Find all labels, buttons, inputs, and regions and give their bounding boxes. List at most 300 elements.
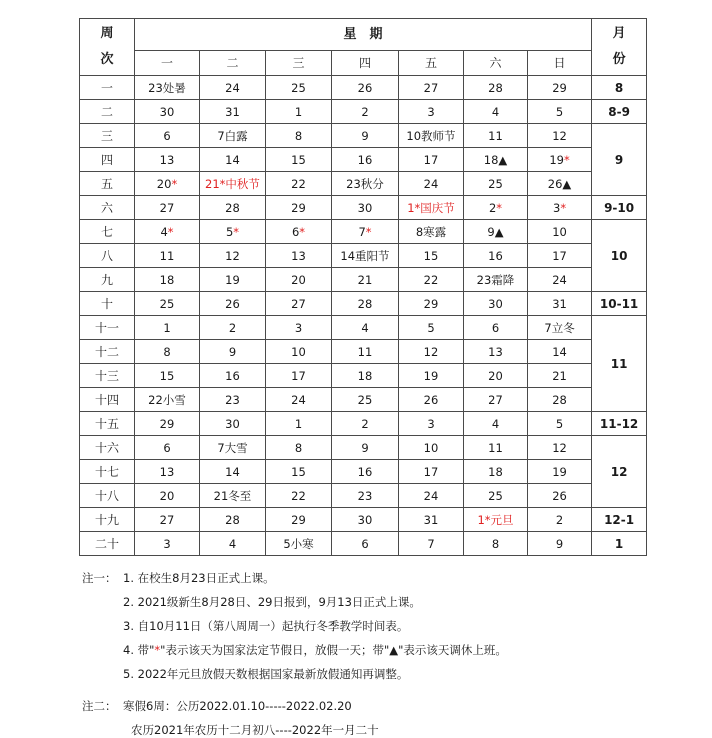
date-text: 18 [488,464,503,479]
date-text: 5 [427,320,435,335]
date-cell [464,364,528,388]
date-text: 7白露 [217,128,248,143]
date-text: 8寒露 [415,224,447,239]
week-number: 二十 [80,532,135,556]
date-text: 29 [552,80,567,95]
month-label: 11-12 [592,412,647,436]
date-cell [135,484,200,508]
date-text: 30 [225,416,240,431]
date-text: 12 [552,128,567,143]
week-row [80,340,647,364]
holiday-marker: * [563,152,570,167]
date-cell [528,172,592,196]
date-text: 14 [225,152,240,167]
date-text: 11 [488,440,503,455]
date-text: 24 [423,488,439,503]
date-cell [464,412,528,436]
date-cell [135,196,200,220]
week-number: 十八 [80,484,135,508]
day-header-thu: 四 [332,51,399,76]
date-cell [135,268,200,292]
date-cell [332,124,399,148]
week-row [80,172,647,196]
date-cell [399,340,464,364]
date-cell [200,220,266,244]
date-cell [266,508,332,532]
date-cell [200,484,266,508]
date-cell [332,532,399,556]
date-cell [200,172,266,196]
date-cell [528,244,592,268]
date-text: 9 [361,440,369,455]
date-text: 30 [357,512,373,527]
date-text: 18▲ [483,152,508,167]
date-cell [464,148,528,172]
date-text: 14 [552,344,567,359]
date-text: 22 [423,272,439,287]
date-cell [266,172,332,196]
date-text: 9 [228,344,237,359]
day-header-fri: 五 [399,51,464,76]
date-cell [200,148,266,172]
date-text: 1 [163,320,171,335]
date-text: 4 [228,536,237,551]
date-text: 6 [491,320,500,335]
holiday-marker: * [171,176,178,191]
date-cell [200,340,266,364]
date-text: 4 [491,416,500,431]
note1-item-3: 3. 自10月11日（第八周周一）起执行冬季教学时间表。 [123,619,409,633]
date-text: 11 [488,128,503,143]
date-text: 13 [488,344,503,359]
date-cell [399,364,464,388]
date-cell [332,508,399,532]
month-label: 9 [592,124,647,196]
date-cell [266,388,332,412]
date-cell [266,364,332,388]
date-cell [399,388,464,412]
date-cell [135,364,200,388]
date-cell [528,196,592,220]
date-text: 26▲ [547,176,572,191]
date-text: 20 [159,488,175,503]
date-cell [266,124,332,148]
date-text: 31 [552,296,567,311]
month-label: 1 [592,532,647,556]
date-text: 2 [488,200,497,215]
date-cell [266,268,332,292]
week-row [80,268,647,292]
date-text: 15 [291,152,306,167]
date-text: 25 [488,488,503,503]
date-cell [399,172,464,196]
date-text: 2 [228,320,237,335]
week-row [80,460,647,484]
date-cell [266,436,332,460]
month-label: 9-10 [592,196,647,220]
date-cell [399,292,464,316]
date-text: 4 [491,104,500,119]
week-header-char-2: 次 [100,52,114,67]
date-text: 26 [225,296,240,311]
date-text: 4 [160,224,168,239]
note1-item-1: 1. 在校生8月23日正式上课。 [123,571,275,585]
date-text: 20 [156,176,172,191]
date-text: 21冬至 [213,488,252,503]
date-text: 29 [423,296,439,311]
date-cell [399,124,464,148]
month-label: 8-9 [592,100,647,124]
date-cell [464,124,528,148]
week-number: 十六 [80,436,135,460]
date-cell [528,316,592,340]
date-cell [266,148,332,172]
date-cell [399,100,464,124]
week-row [80,100,647,124]
date-cell [266,340,332,364]
date-cell [332,148,399,172]
date-cell [399,532,464,556]
day-header-mon: 一 [135,51,200,76]
date-text: 26 [552,488,567,503]
date-cell [464,532,528,556]
date-cell [464,508,528,532]
note2-line-2: 农历2021年农历十二月初八----2022年一月二十 [131,723,379,737]
holiday-marker: * [167,224,174,239]
date-cell [135,220,200,244]
week-number: 三 [80,124,135,148]
week-row [80,196,647,220]
date-text: 8 [294,440,303,455]
date-cell [528,340,592,364]
date-text: 6 [291,224,300,239]
date-text: 7 [427,536,435,551]
week-row [80,292,647,316]
date-text: 15 [159,368,175,383]
month-label: 10-11 [592,292,647,316]
month-header-char-1: 月 [612,26,626,41]
date-text: 17 [423,464,439,479]
week-number: 十四 [80,388,135,412]
date-text: 23霜降 [476,272,515,287]
date-cell [332,460,399,484]
date-cell [399,148,464,172]
date-text: 28 [225,512,240,527]
date-text: 8 [491,536,500,551]
date-text: 19 [552,464,567,479]
date-text: 7立冬 [544,320,575,335]
week-row [80,148,647,172]
week-row [80,484,647,508]
date-cell [266,460,332,484]
date-text: 16 [488,248,503,263]
month-label: 10 [592,220,647,292]
date-cell [135,148,200,172]
date-cell [200,124,266,148]
date-text: 28 [225,200,240,215]
week-number: 九 [80,268,135,292]
date-text: 6 [163,440,171,455]
date-text: 28 [357,296,373,311]
date-text: 21*中秋节 [205,176,260,191]
date-text: 19 [549,152,564,167]
date-cell [528,148,592,172]
date-text: 24 [225,80,240,95]
date-cell [464,484,528,508]
date-text: 22 [291,488,306,503]
holiday-marker: * [299,224,306,239]
week-row [80,436,647,460]
date-text: 23 [357,488,373,503]
date-text: 15 [423,248,439,263]
date-text: 25 [159,296,175,311]
week-number: 十五 [80,412,135,436]
date-cell [135,436,200,460]
date-text: 12 [423,344,439,359]
date-cell [135,340,200,364]
date-cell [399,508,464,532]
date-text: 9▲ [487,224,504,239]
date-cell [332,412,399,436]
date-text: 24 [552,272,567,287]
date-text: 27 [159,200,175,215]
date-cell [464,388,528,412]
date-text: 3 [553,200,561,215]
date-text: 28 [552,392,567,407]
date-text: 30 [488,296,503,311]
date-cell [135,124,200,148]
date-text: 25 [488,176,503,191]
week-row [80,124,647,148]
week-row [80,76,647,100]
date-cell [135,100,200,124]
date-cell [399,316,464,340]
date-cell [135,460,200,484]
week-number: 一 [80,76,135,100]
date-cell [528,292,592,316]
date-text: 4 [361,320,369,335]
date-cell [332,244,399,268]
date-cell [399,412,464,436]
date-text: 23处暑 [148,80,186,95]
date-text: 31 [225,104,240,119]
date-cell [332,484,399,508]
date-text: 10 [552,224,567,239]
note2-label: 注二： [82,699,117,713]
date-text: 28 [488,80,503,95]
date-text: 7大雪 [217,440,248,455]
week-row [80,412,647,436]
date-cell [200,196,266,220]
date-cell [135,172,200,196]
date-text: 3 [427,104,435,119]
note1-item-5: 5. 2022年元旦放假天数根据国家最新放假通知再调整。 [123,667,409,681]
date-text: 11 [159,248,175,263]
date-text: 1*元旦 [477,512,514,527]
date-text: 13 [291,248,306,263]
date-cell [200,244,266,268]
date-cell [266,244,332,268]
date-cell [399,244,464,268]
date-text: 29 [159,416,175,431]
date-text: 3 [163,536,171,551]
date-text: 5 [555,104,564,119]
date-cell [266,292,332,316]
date-text: 23 [225,392,240,407]
date-text: 31 [423,512,439,527]
date-cell [332,340,399,364]
date-cell [266,532,332,556]
date-cell [266,220,332,244]
date-cell [200,460,266,484]
date-cell [332,292,399,316]
note1-item-4 [123,643,507,657]
date-text: 7 [358,224,366,239]
date-cell [464,460,528,484]
note1-item-4-part-b: "表示该天为国家法定节假日，放假一天；带"▲"表示该天调休上班。 [160,643,507,657]
date-cell [266,76,332,100]
date-text: 8 [294,128,303,143]
date-text: 1 [294,104,303,119]
date-text: 5小寒 [283,536,314,551]
date-text: 30 [159,104,175,119]
date-cell [135,388,200,412]
date-cell [528,388,592,412]
date-text: 26 [357,80,373,95]
week-number: 十九 [80,508,135,532]
day-header-wed: 三 [266,51,332,76]
date-cell [464,268,528,292]
date-cell [200,364,266,388]
week-number: 五 [80,172,135,196]
date-cell [200,100,266,124]
note1-item-2: 2. 2021级新生8月28日、29日报到，9月13日正式上课。 [123,595,421,609]
date-text: 16 [225,368,240,383]
date-text: 17 [423,152,439,167]
day-header-sat: 六 [464,51,528,76]
date-text: 13 [159,464,175,479]
week-number: 十一 [80,316,135,340]
week-number: 十三 [80,364,135,388]
date-text: 22小雪 [148,392,186,407]
week-header-char-1: 周 [100,26,114,41]
date-text: 18 [357,368,373,383]
date-cell [266,100,332,124]
date-cell [135,532,200,556]
week-row [80,220,647,244]
date-text: 22 [291,176,306,191]
date-text: 12 [552,440,567,455]
date-cell [135,76,200,100]
date-cell [332,436,399,460]
date-text: 3 [427,416,435,431]
date-cell [135,508,200,532]
date-text: 1*国庆节 [407,200,455,215]
date-text: 25 [357,392,373,407]
month-header-char-2: 份 [612,52,626,67]
date-text: 16 [357,152,373,167]
month-header [592,19,647,76]
date-text: 29 [291,200,306,215]
date-text: 18 [159,272,175,287]
date-cell [464,100,528,124]
week-number-header [80,19,135,76]
date-text: 8 [163,344,171,359]
date-text: 27 [488,392,503,407]
date-cell [135,412,200,436]
date-cell [528,268,592,292]
week-row [80,532,647,556]
date-cell [200,292,266,316]
date-cell [200,436,266,460]
date-text: 19 [423,368,439,383]
note2-line-1: 寒假6周：公历2022.01.10-----2022.02.20 [123,699,352,713]
date-text: 27 [159,512,175,527]
date-cell [332,220,399,244]
note1-label: 注一： [82,571,117,585]
date-cell [135,244,200,268]
date-cell [200,268,266,292]
weekday-title: 星 期 [135,19,592,51]
date-cell [464,316,528,340]
date-cell [528,436,592,460]
date-cell [332,388,399,412]
date-text: 29 [291,512,306,527]
date-cell [200,316,266,340]
date-text: 3 [294,320,303,335]
holiday-marker: * [233,224,240,239]
week-number: 十七 [80,460,135,484]
date-text: 14 [225,464,240,479]
date-cell [266,484,332,508]
week-row [80,316,647,340]
date-text: 2 [361,104,369,119]
date-cell [528,76,592,100]
date-cell [332,364,399,388]
date-cell [464,244,528,268]
date-cell [464,76,528,100]
date-text: 14重阳节 [340,248,390,263]
date-cell [332,172,399,196]
date-cell [399,484,464,508]
date-text: 24 [291,392,306,407]
date-text: 24 [423,176,439,191]
week-number: 二 [80,100,135,124]
day-header-sun: 日 [528,51,592,76]
date-cell [332,268,399,292]
date-text: 26 [423,392,439,407]
date-cell [464,172,528,196]
date-text: 2 [361,416,369,431]
date-text: 16 [357,464,373,479]
date-cell [528,508,592,532]
date-cell [528,100,592,124]
date-cell [528,484,592,508]
week-number: 七 [80,220,135,244]
date-text: 10教师节 [406,128,456,143]
month-label: 12 [592,436,647,508]
week-row [80,364,647,388]
date-text: 21 [357,272,373,287]
date-cell [399,436,464,460]
date-text: 21 [552,368,567,383]
date-text: 13 [159,152,175,167]
note1-item-4-part-a: 4. 带" [123,643,155,657]
date-text: 9 [555,536,564,551]
date-text: 27 [423,80,439,95]
week-row [80,508,647,532]
date-text: 5 [225,224,234,239]
